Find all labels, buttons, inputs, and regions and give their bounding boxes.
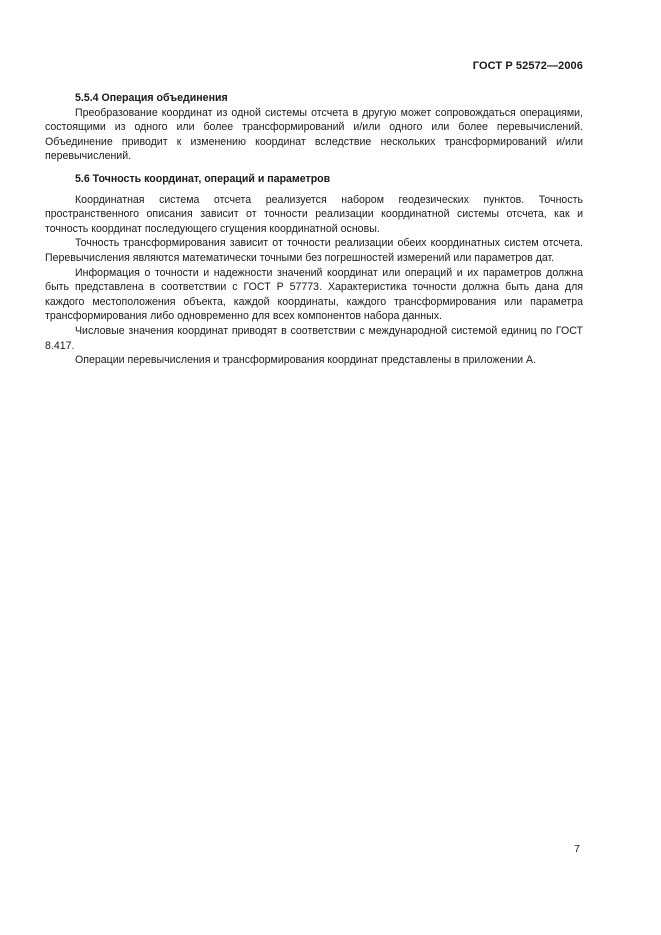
- page-body: [45, 91, 583, 368]
- section-heading-5-6: 5.6 Точность координат, операций и параметров: [75, 172, 331, 185]
- section-spacer: [45, 164, 583, 172]
- page-number: 7: [574, 843, 580, 855]
- paragraph: Операции перевычисления и трансформирования координат представлены в приложении А.: [75, 354, 537, 367]
- document-code-header: ГОСТ Р 52572—2006: [472, 60, 583, 72]
- paragraph: Информация о точности и надежности значений координат или операций и их параметров должна быть представлена в соответствии с ГОСТ Р 57773. Характеристика точности должна быть дана для каждого местоположения объекта, каждой координаты, каждого трансформирования или параметра трансформирования либо одновременно для всех компонентов набора данных.: [45, 266, 583, 323]
- paragraph: Преобразование координат из одной системы отсчета в другую может сопровождаться операциями, состоящими из одного или более трансформирований и/или одного или более перевычислений. Объединение приводит к изменению координат вследствие нескольких трансформирований и/или перевычислений.: [45, 106, 583, 163]
- paragraph: Числовые значения координат приводят в соответствии с международной системой единиц по ГОСТ 8.417.: [45, 324, 583, 352]
- paragraph: Координатная система отсчета реализуется набором геодезических пунктов. Точность пространственного описания зависит от точности реализации координатной системы отсчета, как и точность координат последующего сгущения координатной основы.: [45, 193, 583, 235]
- paragraph: Точность трансформирования зависит от точности реализации обеих координатных систем отсчета. Перевычисления являются математически точными без погрешностей измерений или параметров дат.: [45, 237, 583, 264]
- section-heading-5-5-4: 5.5.4 Операция объединения: [75, 92, 228, 104]
